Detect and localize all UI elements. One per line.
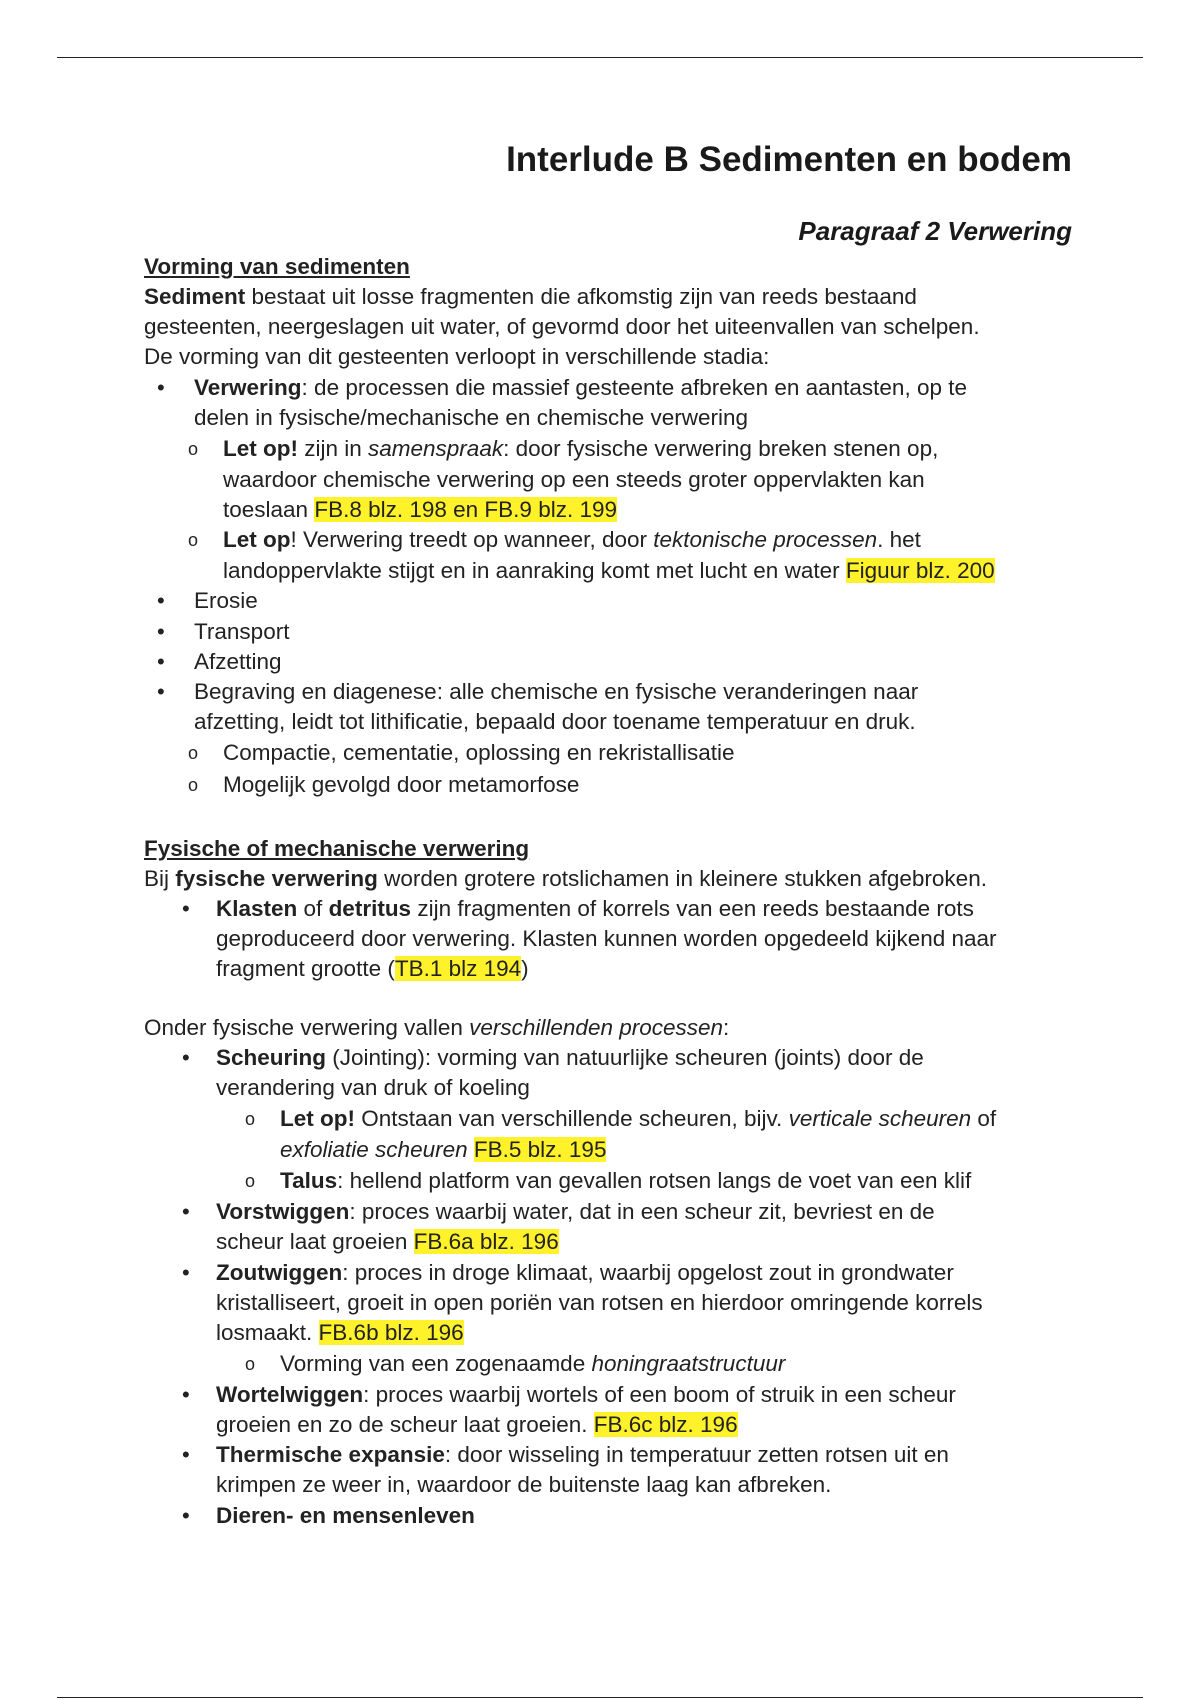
text: : door fysische verwering breken stenen op,: [503, 436, 939, 461]
text: scheur laat groeien: [216, 1229, 414, 1254]
list-item-continuation: [216, 1410, 738, 1440]
highlighted-reference: Figuur blz. 200: [845, 558, 995, 583]
text: : door wisseling in temperatuur zetten rotsen uit en: [444, 1442, 949, 1467]
list-item-continuation: kristalliseert, groeit in open poriën van rotsen en hierdoor omringende korrels: [216, 1290, 983, 1315]
page-subtitle: Paragraaf 2 Verwering: [798, 216, 1072, 246]
sub-item-continuation: [223, 556, 995, 586]
term-talus: Talus: [280, 1168, 338, 1193]
term-klasten: Klasten: [216, 896, 298, 921]
bullet-circle-icon: o: [245, 1109, 256, 1129]
term-scheuring: Scheuring: [216, 1045, 327, 1070]
list-item-transport: Transport: [194, 619, 290, 644]
sub-item-continuation: [223, 495, 617, 525]
bullet-circle-icon: o: [188, 439, 199, 459]
text: bestaat uit losse fragmenten die afkomstig zijn van reeds bestaand: [245, 284, 917, 309]
top-rule: [57, 57, 1143, 58]
term-sediment: Sediment: [144, 284, 246, 309]
section-heading-fysische: Fysische of mechanische verwering: [144, 836, 530, 861]
list-item-continuation: verandering van druk of koeling: [216, 1075, 530, 1100]
bullet-circle-icon: o: [188, 530, 199, 550]
text: Ontstaan van verschillende scheuren, bijv.: [354, 1106, 789, 1131]
text: of: [971, 1106, 997, 1131]
list-item-continuation: geproduceerd door verwering. Klasten kunnen worden opgedeeld kijkend naar: [216, 926, 997, 951]
sub-item-continuation: waardoor chemische verwering op een steeds groter oppervlakten kan: [223, 467, 925, 492]
text-italic: tektonische processen: [653, 527, 878, 552]
text: groeien en zo de scheur laat groeien.: [216, 1412, 594, 1437]
text: : hellend platform van gevallen rotsen langs de voet van een klif: [337, 1168, 972, 1193]
list-item-continuation: krimpen ze weer in, waardoor de buitenste laag kan afbreken.: [216, 1472, 832, 1497]
bullet-disc-icon: •: [182, 1045, 190, 1070]
sub-item-talus: [280, 1166, 971, 1196]
list-item-vorstwiggen: [216, 1197, 935, 1227]
bullet-disc-icon: •: [182, 1442, 190, 1467]
highlighted-reference: FB.8 blz. 198 en FB.9 blz. 199: [314, 497, 618, 522]
bullet-disc-icon: •: [182, 1199, 190, 1224]
list-item-afzetting: Afzetting: [194, 649, 282, 674]
term-let-op: Let op: [223, 527, 291, 552]
text-italic: honingraatstructuur: [591, 1351, 786, 1376]
sub-item-continuation: [280, 1135, 606, 1165]
highlighted-reference: FB.6c blz. 196: [593, 1412, 738, 1437]
bullet-disc-icon: •: [157, 588, 165, 613]
text: zijn fragmenten of korrels van een reeds bestaande rots: [411, 896, 974, 921]
text: :: [723, 1015, 730, 1040]
text: . het: [877, 527, 921, 552]
text: Vorming van een zogenaamde: [280, 1351, 592, 1376]
paragraph-line: De vorming van dit gesteenten verloopt in verschillende stadia:: [144, 344, 770, 369]
bullet-disc-icon: •: [157, 619, 165, 644]
bottom-rule: [57, 1697, 1143, 1698]
list-item-wortelwiggen: [216, 1380, 956, 1410]
term-fysische-verwering: fysische verwering: [175, 866, 378, 891]
text: : proces waarbij wortels of een boom of struik in een scheur: [363, 1382, 956, 1407]
sub-item-let-op-2: [223, 525, 921, 555]
text-italic: samenspraak: [368, 436, 504, 461]
text: zijn in: [297, 436, 369, 461]
text: (Jointing): vorming van natuurlijke scheuren (joints) door de: [326, 1045, 924, 1070]
text: Onder fysische verwering vallen: [144, 1015, 470, 1040]
list-item-zoutwiggen: [216, 1258, 954, 1288]
list-item-scheuring: [216, 1043, 924, 1073]
text: losmaakt.: [216, 1320, 319, 1345]
list-item-erosie: Erosie: [194, 588, 258, 613]
page-title: Interlude B Sedimenten en bodem: [506, 140, 1072, 179]
list-item-begraving: Begraving en diagenese: alle chemische en fysische veranderingen naar: [194, 679, 919, 704]
bullet-circle-icon: o: [245, 1354, 256, 1374]
term-zoutwiggen: Zoutwiggen: [216, 1260, 343, 1285]
text-italic: exfoliatie scheuren: [280, 1137, 468, 1162]
text-italic: verticale scheuren: [788, 1106, 972, 1131]
text: ): [521, 956, 529, 981]
text: worden grotere rotslichamen in kleinere stukken afgebroken.: [377, 866, 987, 891]
list-item-continuation: delen in fysische/mechanische en chemische verwering: [194, 405, 749, 430]
sub-item: Mogelijk gevolgd door metamorfose: [223, 772, 580, 797]
paragraph-line: [144, 864, 987, 894]
text-italic: verschillenden processen: [469, 1015, 724, 1040]
list-item-continuation: [216, 1318, 464, 1348]
list-item-dieren: Dieren- en mensenleven: [216, 1503, 475, 1528]
term-thermische-expansie: Thermische expansie: [216, 1442, 445, 1467]
bullet-disc-icon: •: [157, 649, 165, 674]
term-let-op: Let op!: [223, 436, 298, 461]
paragraph-line: [144, 1013, 729, 1043]
text: Bij: [144, 866, 176, 891]
bullet-circle-icon: o: [245, 1171, 256, 1191]
term-detritus: detritus: [328, 896, 412, 921]
bullet-disc-icon: •: [182, 896, 190, 921]
bullet-disc-icon: •: [157, 375, 165, 400]
list-item-thermische-expansie: [216, 1440, 949, 1470]
sub-item-let-op-3: [280, 1104, 996, 1134]
list-item-verwering: [194, 373, 967, 403]
sub-item-honingraat: [280, 1349, 785, 1379]
highlighted-reference: FB.6b blz. 196: [318, 1320, 464, 1345]
term-let-op: Let op!: [280, 1106, 355, 1131]
text: ! Verwering treedt op wanneer, door: [290, 527, 654, 552]
highlighted-reference: FB.6a blz. 196: [413, 1229, 559, 1254]
bullet-circle-icon: o: [188, 775, 199, 795]
text: of: [297, 896, 329, 921]
bullet-disc-icon: •: [182, 1503, 190, 1528]
bullet-disc-icon: •: [182, 1382, 190, 1407]
highlighted-reference: FB.5 blz. 195: [473, 1137, 607, 1162]
list-item-klasten: [216, 894, 974, 924]
list-item-continuation: [216, 1227, 559, 1257]
sub-item: Compactie, cementatie, oplossing en rekristallisatie: [223, 740, 735, 765]
term-wortelwiggen: Wortelwiggen: [216, 1382, 364, 1407]
text: landoppervlakte stijgt en in aanraking komt met lucht en water: [223, 558, 846, 583]
text: : de processen die massief gesteente afbreken en aantasten, op te: [301, 375, 967, 400]
term-vorstwiggen: Vorstwiggen: [216, 1199, 350, 1224]
text: : proces waarbij water, dat in een scheur zit, bevriest en de: [349, 1199, 935, 1224]
bullet-circle-icon: o: [188, 743, 199, 763]
highlighted-reference: TB.1 blz 194: [394, 956, 522, 981]
list-item-continuation: afzetting, leidt tot lithificatie, bepaald door toename temperatuur en druk.: [194, 709, 916, 734]
bullet-disc-icon: •: [182, 1260, 190, 1285]
paragraph-line: gesteenten, neergeslagen uit water, of gevormd door het uiteenvallen van schelpen.: [144, 314, 980, 339]
text: fragment grootte (: [216, 956, 395, 981]
bullet-disc-icon: •: [157, 679, 165, 704]
text: : proces in droge klimaat, waarbij opgelost zout in grondwater: [342, 1260, 954, 1285]
sub-item-let-op-1: [223, 434, 938, 464]
section-heading-vorming: Vorming van sedimenten: [144, 254, 410, 279]
paragraph-line: [144, 282, 917, 312]
list-item-continuation: [216, 954, 529, 984]
text: toeslaan: [223, 497, 315, 522]
term-verwering: Verwering: [194, 375, 302, 400]
